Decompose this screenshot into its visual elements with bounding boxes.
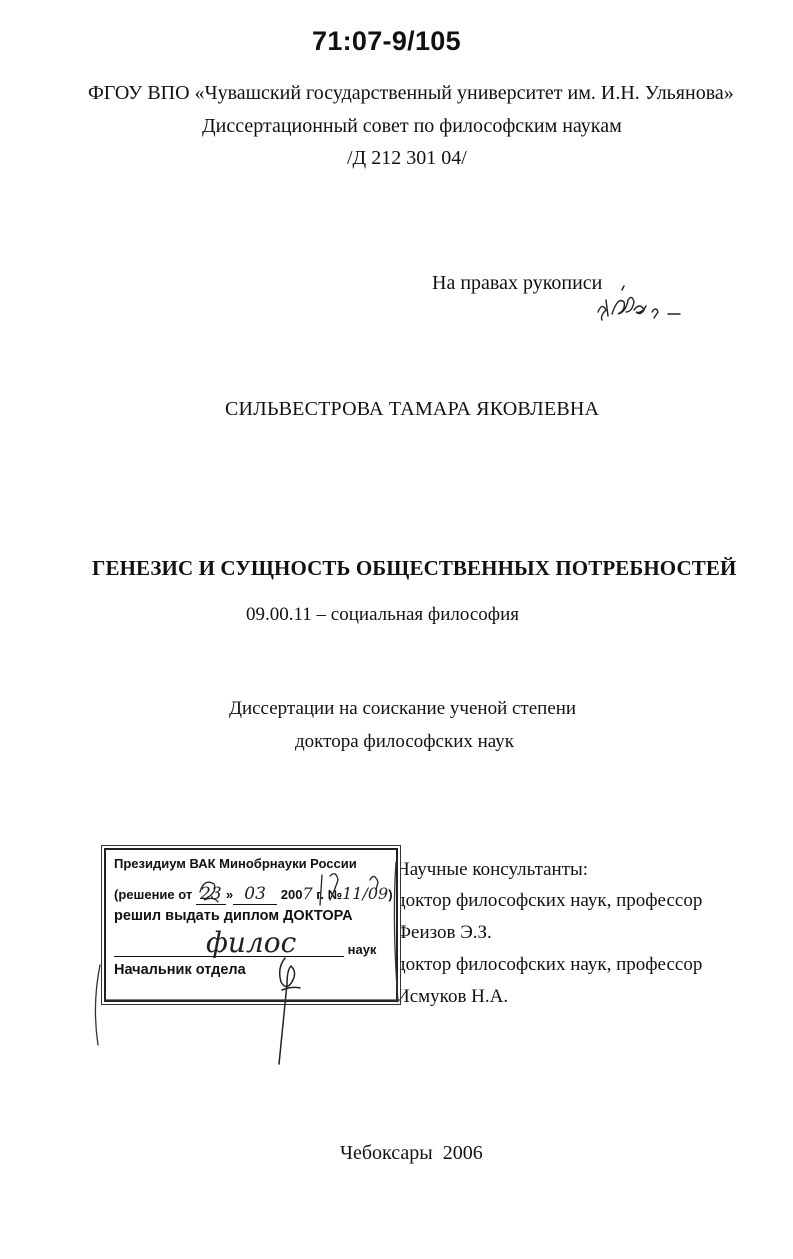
stamp-line-diploma: решил выдать диплом ДОКТОРА: [114, 908, 353, 924]
council-cipher: /Д 212 301 04/: [347, 147, 467, 169]
dissertation-title: ГЕНЕЗИС И СУЩНОСТЬ ОБЩЕСТВЕННЫХ ПОТРЕБНОСТЕЙ: [92, 556, 737, 580]
specialty-code: 09.00.11 – социальная философия: [246, 604, 519, 625]
stamp-bracket-mark: [95, 862, 398, 1045]
stamp-decision-prefix: (решение от: [114, 887, 193, 902]
stamp-line-head: Начальник отдела: [114, 962, 246, 978]
degree-line-1: Диссертации на соискание ученой степени: [229, 698, 577, 719]
stamp-line-decision: (решение от 23 » 03 2007 г. №11/09): [114, 884, 393, 904]
stamp-science-handwritten: филос: [206, 926, 297, 959]
consultant-2-name: Исмуков Н.А.: [396, 986, 509, 1007]
stamp-year-prefix: 200: [280, 887, 303, 902]
institution-name: ФГОУ ВПО «Чувашский государственный университет им. И.Н. Ульянова»: [88, 82, 734, 104]
stamp-line-presidium: Президиум ВАК Минобрнауки России: [114, 856, 357, 871]
head-signature: [279, 958, 300, 1064]
dissertation-council: Диссертационный совет по философским наукам: [202, 115, 622, 137]
stamp-year-digit: 7: [302, 884, 313, 903]
consultant-1-name: Феизов Э.З.: [396, 922, 492, 943]
author-signature: [598, 286, 680, 320]
degree-line-2: доктора философских наук: [295, 731, 515, 752]
stamp-number: 11/09: [342, 884, 389, 903]
stamp-close-paren: ): [388, 887, 393, 902]
document-code: 71:07-9/105: [312, 26, 461, 56]
consultants-heading: Научные консультанты:: [396, 859, 589, 880]
stamp-number-prefix: г. №: [316, 887, 343, 902]
city-year: Чебоксары 2006: [340, 1142, 483, 1164]
author-name: СИЛЬВЕСТРОВА ТАМАРА ЯКОВЛЕВНА: [225, 398, 600, 420]
rights-note: На правах рукописи: [432, 272, 603, 294]
stamp-day: 23: [196, 884, 226, 905]
consultant-1-degree: доктор философских наук, профессор: [396, 890, 703, 911]
stamp-date-handwriting: [200, 874, 378, 905]
stamp-month: 03: [233, 884, 277, 905]
stamp-science-suffix: наук: [347, 942, 377, 957]
consultant-2-degree: доктор философских наук, профессор: [396, 954, 703, 975]
